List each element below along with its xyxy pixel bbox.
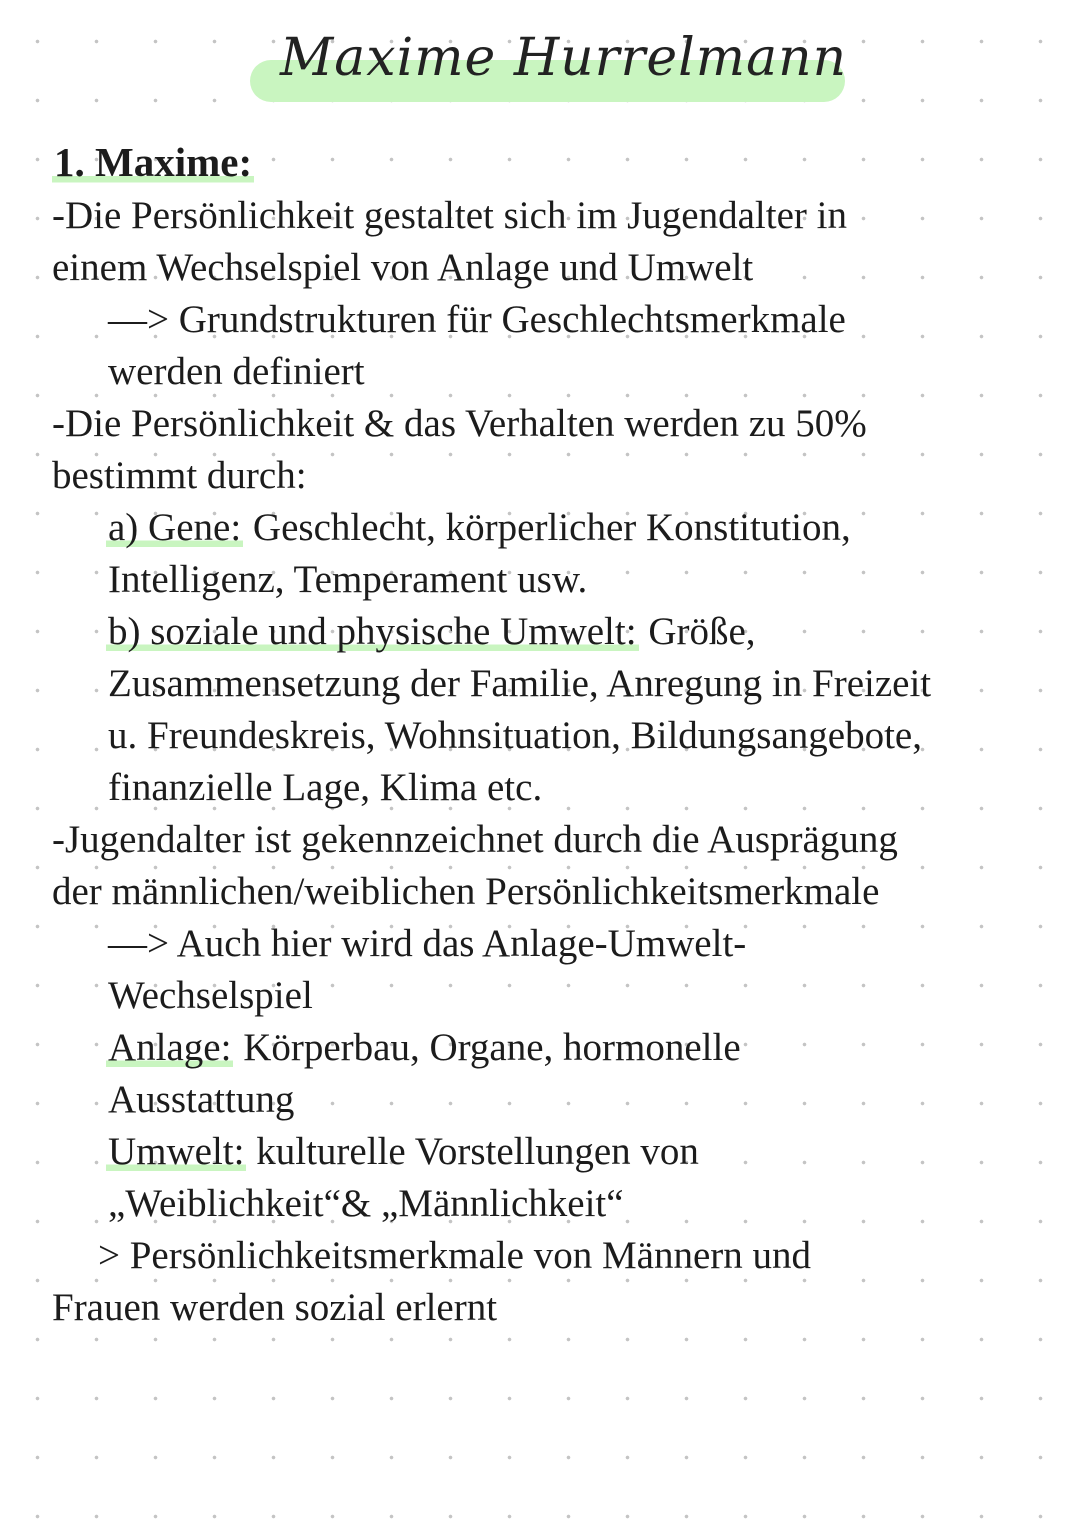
umwelt-text: kulturelle Vorstellungen von bbox=[256, 1130, 699, 1173]
anlage-text: Körperbau, Organe, hormonelle bbox=[243, 1026, 741, 1069]
text-line: -Die Persönlichkeit & das Verhalten werden zu 50% bbox=[52, 402, 867, 445]
highlight-anlage-label: Anlage: bbox=[108, 1026, 232, 1069]
highlight-social-label: b) soziale und physische Umwelt: bbox=[108, 610, 637, 653]
text-line: Frauen werden sozial erlernt bbox=[52, 1286, 498, 1329]
text-line: finanzielle Lage, Klima etc. bbox=[108, 766, 543, 809]
text-line: u. Freundeskreis, Wohnsituation, Bildungsangebote, bbox=[108, 714, 922, 757]
text-line-social bbox=[106, 606, 756, 658]
highlight-umwelt-label: Umwelt: bbox=[108, 1130, 245, 1173]
text-line: —> Auch hier wird das Anlage-Umwelt- bbox=[108, 922, 747, 965]
text-line: werden definiert bbox=[108, 350, 365, 393]
text-line: einem Wechselspiel von Anlage und Umwelt bbox=[52, 246, 754, 289]
text-line: Wechselspiel bbox=[108, 974, 313, 1017]
text-line: Ausstattung bbox=[108, 1078, 295, 1121]
page-title: Maxime Hurrelmann bbox=[280, 28, 848, 88]
text-line: -Die Persönlichkeit gestaltet sich im Jugendalter in bbox=[52, 194, 847, 237]
social-text: Größe, bbox=[648, 610, 756, 653]
text-line: —> Grundstrukturen für Geschlechtsmerkmale bbox=[108, 298, 846, 341]
text-line: der männlichen/weiblichen Persönlichkeitsmerkmale bbox=[52, 870, 880, 913]
text-line-anlage bbox=[106, 1022, 741, 1074]
text-line-umwelt bbox=[106, 1126, 699, 1178]
text-line: Zusammensetzung der Familie, Anregung in Freizeit bbox=[108, 662, 932, 705]
section-heading bbox=[52, 136, 254, 188]
text-line-genes bbox=[106, 502, 851, 554]
heading-text: 1. Maxime: bbox=[54, 139, 253, 185]
text-line: „Weiblichkeit“& „Männlichkeit“ bbox=[108, 1182, 624, 1225]
text-line: -Jugendalter ist gekennzeichnet durch die Ausprägung bbox=[52, 818, 898, 861]
text-line: > Persönlichkeitsmerkmale von Männern und bbox=[98, 1234, 812, 1277]
text-line: bestimmt durch: bbox=[52, 454, 307, 497]
text-line: Intelligenz, Temperament usw. bbox=[108, 558, 588, 601]
title-block bbox=[250, 18, 848, 118]
genes-text: Geschlecht, körperlicher Konstitution, bbox=[252, 506, 851, 549]
highlight-genes-label: a) Gene: bbox=[108, 506, 242, 549]
